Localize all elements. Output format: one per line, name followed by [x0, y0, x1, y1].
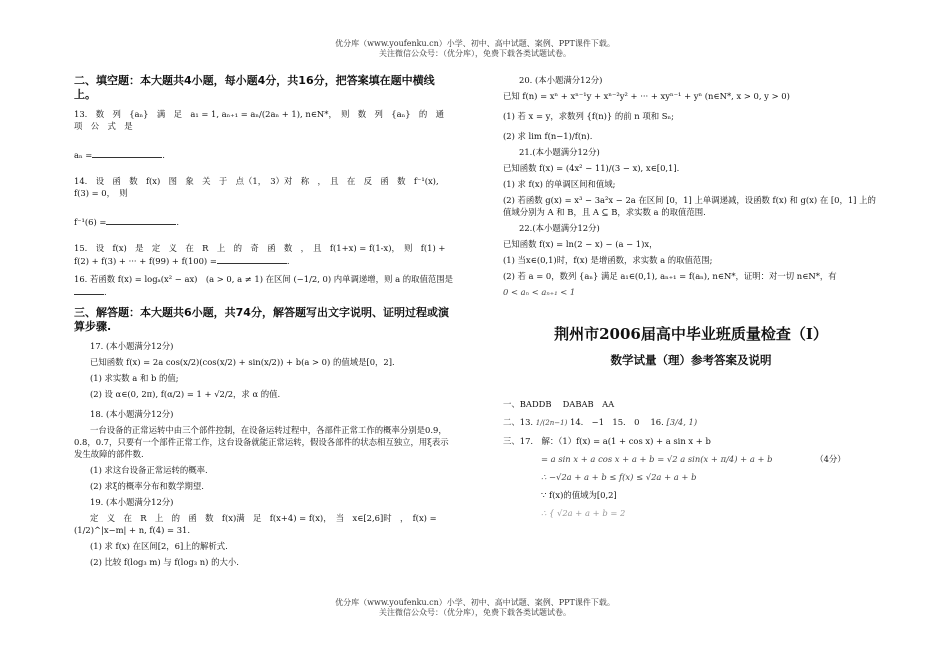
question-19-part-1: (1) 求 f(x) 在区间[2，6]上的解析式. — [90, 541, 228, 551]
left-column — [74, 74, 454, 572]
question-21-part-1: (1) 求 f(x) 的单调区间和值域; — [503, 179, 616, 189]
question-19-text: 定 义 在 R 上 的 函 数 f(x)满 足 f(x+4) = f(x)， 当 x∈[2,6]时 ， f(x) = (1/2)^|x−m| + n, f(4) = 31. — [74, 513, 437, 535]
question-15: 15. 设 f(x) 是 定 义 在 R 上 的 奇 函 数 ， 且 f(1+x) = f(1-x)， 则 f(1) + f(2) + f(3) + ··· + f(99) + f(100) = . — [74, 243, 446, 266]
footer-line-2: 关注微信公众号：（优分库），免费下载各类试题试卷。 — [379, 608, 571, 617]
answer-13-value: 1/(2n−1) — [535, 419, 568, 427]
question-18-text: 一台设备的正常运转中由三个部件控制，在设备运转过程中，各部件正常工作的概率分别是0.9，0.8，0.7，只要有一个部件正常工作，这台设备就能正常运转，假设各部件的状态相互独立，用ξ表示发生故障的部件数. — [74, 425, 449, 459]
question-22-header: 22.(本小题满分12分) — [519, 223, 600, 233]
section-fill-in-heading: 二、填空题：本大题共4小题，每小题4分，共16分，把答案填在题中横线上。 — [74, 74, 435, 101]
section-solutions-heading: 三、解答题：本大题共6小题，共74分，解答题写出文字说明、证明过程或演算步骤. — [74, 306, 449, 333]
footer-line-1: 优分库（www.youfenku.cn）小学、初中、高中试题、案例、PPT课件下载。 — [335, 598, 615, 607]
question-22-text: 已知函数 f(x) = ln(2 − x) − (a − 1)x， — [503, 239, 658, 249]
question-14-answer-line: f⁻¹(6) = . — [74, 217, 180, 227]
question-16: 16. 若函数 f(x) = logₐ(x² − ax) (a > 0, a ≠ 1) 在区间 (−1/2, 0) 内单调递增，则 a 的取值范围是. — [74, 274, 453, 297]
question-13: 13. 数 列 {aₙ} 满 足 a₁ = 1, aₙ₊₁ = aₙ/(2aₙ + 1), n∈N*， 则 数 列 {aₙ} 的 通 项 公 式 是 — [74, 109, 453, 131]
question-17-header: 17. (本小题满分12分) — [90, 341, 174, 351]
right-column — [503, 74, 879, 525]
answer-17-line-5: ∴ { √2a + a + b = 2 — [541, 508, 626, 518]
answer-blank — [106, 215, 176, 225]
answer-multiple-choice: 一、BADDB DABAB AA — [503, 399, 615, 409]
question-22-inequality: 0 < aₙ < aₙ₊₁ < 1 — [503, 287, 576, 297]
question-20-text: 已知 f(n) = xⁿ + xⁿ⁻¹y + xⁿ⁻²y² + ··· + xyⁿ⁻¹ + yⁿ (n∈N*, x > 0, y > 0) — [503, 91, 790, 101]
answer-blank — [217, 254, 287, 264]
answer-blank — [74, 285, 104, 295]
question-20-part-2: (2) 求 lim f(n−1)/f(n). — [503, 131, 593, 141]
header-line-2: 关注微信公众号：（优分库），免费下载各类试题试卷。 — [379, 49, 571, 58]
answer-17-line-1: 三、17. 解：（1）f(x) = a(1 + cos x) + a sin x + b — [503, 436, 711, 446]
question-18-part-1: (1) 求这台设备正常运转的概率. — [90, 465, 208, 475]
answer-16-value: [3/4, 1) — [666, 417, 698, 427]
question-21-header: 21.(本小题满分12分) — [519, 147, 600, 157]
question-22-part-1: (1) 当x∈(0,1)时，f(x) 是增函数，求实数 a 的取值范围; — [503, 255, 713, 265]
question-14: 14. 设 函 数 f(x) 图 象 关 于 点（1， 3）对 称 ， 且 在 反 函 数 f⁻¹(x), f(3) = 0， 则 — [74, 176, 439, 198]
page-footer — [0, 598, 950, 618]
question-13-answer-line: aₙ = . — [74, 150, 165, 160]
answer-key-title: 荆州市2006届高中毕业班质量检查（Ⅰ） — [554, 325, 828, 343]
question-21-text: 已知函数 f(x) = (4x² − 11)/(3 − x), x∈[0,1]. — [503, 163, 680, 173]
answer-17-line-2: = a sin x + a cos x + a + b = √2 a sin(x + π/4) + a + b （4分） — [541, 454, 846, 464]
question-19-part-2: (2) 比较 f(log₃ m) 与 f(log₃ n) 的大小. — [90, 557, 239, 567]
answer-key-subtitle: 数学试量（理）参考答案及说明 — [610, 353, 772, 367]
question-20-header: 20. (本小题满分12分) — [519, 75, 603, 85]
answer-17-line-3: ∴ −√2a + a + b ≤ f(x) ≤ √2a + a + b — [541, 472, 697, 482]
question-20-part-1: (1) 若 x = y，求数列 {f(n)} 的前 n 项和 Sₙ; — [503, 111, 674, 121]
answer-17-line-4: ∵ f(x)的值域为[0,2] — [541, 490, 617, 500]
score-note: （4分） — [815, 454, 846, 464]
question-17-part-1: (1) 求实数 a 和 b 的值; — [90, 373, 179, 383]
question-18-header: 18. (本小题满分12分) — [90, 409, 174, 419]
page-header — [0, 39, 950, 59]
answer-blank — [92, 148, 162, 158]
question-17-part-2: (2) 设 α∈(0, 2π), f(α/2) = 1 + √2/2，求 α 的值. — [90, 389, 281, 399]
question-21-part-2: (2) 若函数 g(x) = x³ − 3a²x − 2a 在区间 [0，1] 上单调递减，设函数 f(x) 和 g(x) 在 [0，1] 上的值域分别为 A 和 B，且 A ⊆ B，求实数 a 的取值范围. — [503, 195, 876, 217]
question-18-part-2: (2) 求ξ的概率分布和数学期望. — [90, 481, 204, 491]
answer-fill-in: 二、13. 1/(2n−1) 14. −1 15. 0 16. [3/4, 1) — [503, 417, 698, 427]
question-17-text: 已知函数 f(x) = 2a cos(x/2)(cos(x/2) + sin(x/2)) + b(a > 0) 的值域是[0，2]. — [90, 357, 395, 367]
question-22-part-2: (2) 若 a = 0，数列 {aₙ} 满足 a₁∈(0,1), aₙ₊₁ = f(aₙ), n∈N*，证明：对一切 n∈N*，有 — [503, 271, 837, 281]
header-line-1: 优分库（www.youfenku.cn）小学、初中、高中试题、案例、PPT课件下载。 — [335, 39, 615, 48]
question-19-header: 19. (本小题满分12分) — [90, 497, 174, 507]
